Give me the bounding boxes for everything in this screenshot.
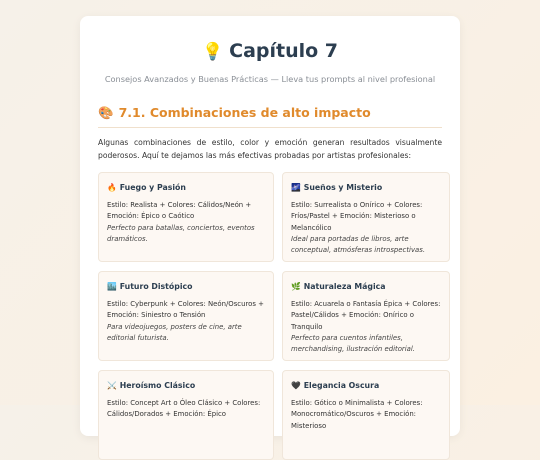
palette-icon: 🎨: [98, 105, 114, 120]
combo-use: Perfecto para cuentos infantiles, merchandising, ilustración editorial.: [291, 333, 415, 354]
combo-title: [291, 380, 441, 392]
combo-title: [107, 380, 265, 392]
chapter-subtitle: Consejos Avanzados y Buenas Prácticas — Lleva tus prompts al nivel profesional: [104, 74, 436, 84]
combo-description: Estilo: Cyberpunk + Colores: Neón/Oscuros + Emoción: Siniestro o Tensión: [107, 300, 264, 320]
combo-title-text: Naturaleza Mágica: [303, 282, 386, 291]
section-heading: [98, 103, 442, 128]
chapter-title-text: Capítulo 7: [229, 40, 339, 62]
combo-card-suenos: [282, 172, 450, 262]
combinations-grid: [98, 172, 442, 460]
combo-card-futuro: [98, 271, 274, 361]
combo-title: [291, 281, 441, 293]
combo-card-elegancia: [282, 370, 450, 460]
combo-use: Perfecto para batallas, conciertos, eventos dramáticos.: [107, 223, 255, 243]
combo-title: [107, 182, 265, 194]
combo-title-text: Elegancia Oscura: [303, 381, 380, 390]
combo-use: Ideal para portadas de libros, arte conceptual, atmósferas introspectivas.: [291, 234, 426, 255]
combo-card-naturaleza: [282, 271, 450, 361]
combo-description: Estilo: Gótico o Minimalista + Colores: Monocromático/Oscuros + Emoción: Misterioso: [291, 399, 423, 430]
herb-icon: 🌿: [291, 282, 301, 291]
combo-description: Estilo: Realista + Colores: Cálidos/Neón + Emoción: Épico o Caótico: [107, 201, 252, 221]
combo-description: Estilo: Surrealista o Onírico + Colores: Fríos/Pastel + Emoción: Misterioso o Melancólico: [291, 201, 423, 232]
combo-title-text: Fuego y Pasión: [119, 183, 186, 192]
crossed-swords-icon: ⚔️: [107, 381, 117, 390]
combo-card-heroismo: [98, 370, 274, 460]
combo-description: Estilo: Concept Art o Óleo Clásico + Colores: Cálidos/Dorados + Emoción: Épico: [107, 399, 261, 419]
combo-description: Estilo: Acuarela o Fantasía Épica + Colores: Pastel/Cálidos + Emoción: Onírico o Tranquilo: [291, 300, 441, 331]
combo-title: [291, 182, 441, 194]
lightbulb-icon: 💡: [201, 42, 224, 62]
combo-title-text: Sueños y Misterio: [303, 183, 383, 192]
cityscape-icon: 🏙️: [107, 282, 117, 291]
fire-icon: 🔥: [107, 183, 117, 192]
black-heart-icon: 🖤: [291, 381, 301, 390]
combo-title-text: Futuro Distópico: [119, 282, 193, 291]
chapter-title: [98, 38, 442, 64]
combo-title-text: Heroísmo Clásico: [119, 381, 196, 390]
combo-title: [107, 281, 265, 293]
combo-card-fuego: [98, 172, 274, 262]
milky-way-icon: 🌌: [291, 183, 301, 192]
combo-use: Para videojuegos, posters de cine, arte editorial futurista.: [107, 322, 242, 342]
section-title: 7.1. Combinaciones de alto impacto: [118, 105, 371, 120]
section-intro: Algunas combinaciones de estilo, color y emoción generan resultados visualmente poderosos. Aquí te dejamos las más efectivas probadas por artistas profesionales:: [98, 138, 442, 160]
chapter-card: [80, 16, 460, 436]
